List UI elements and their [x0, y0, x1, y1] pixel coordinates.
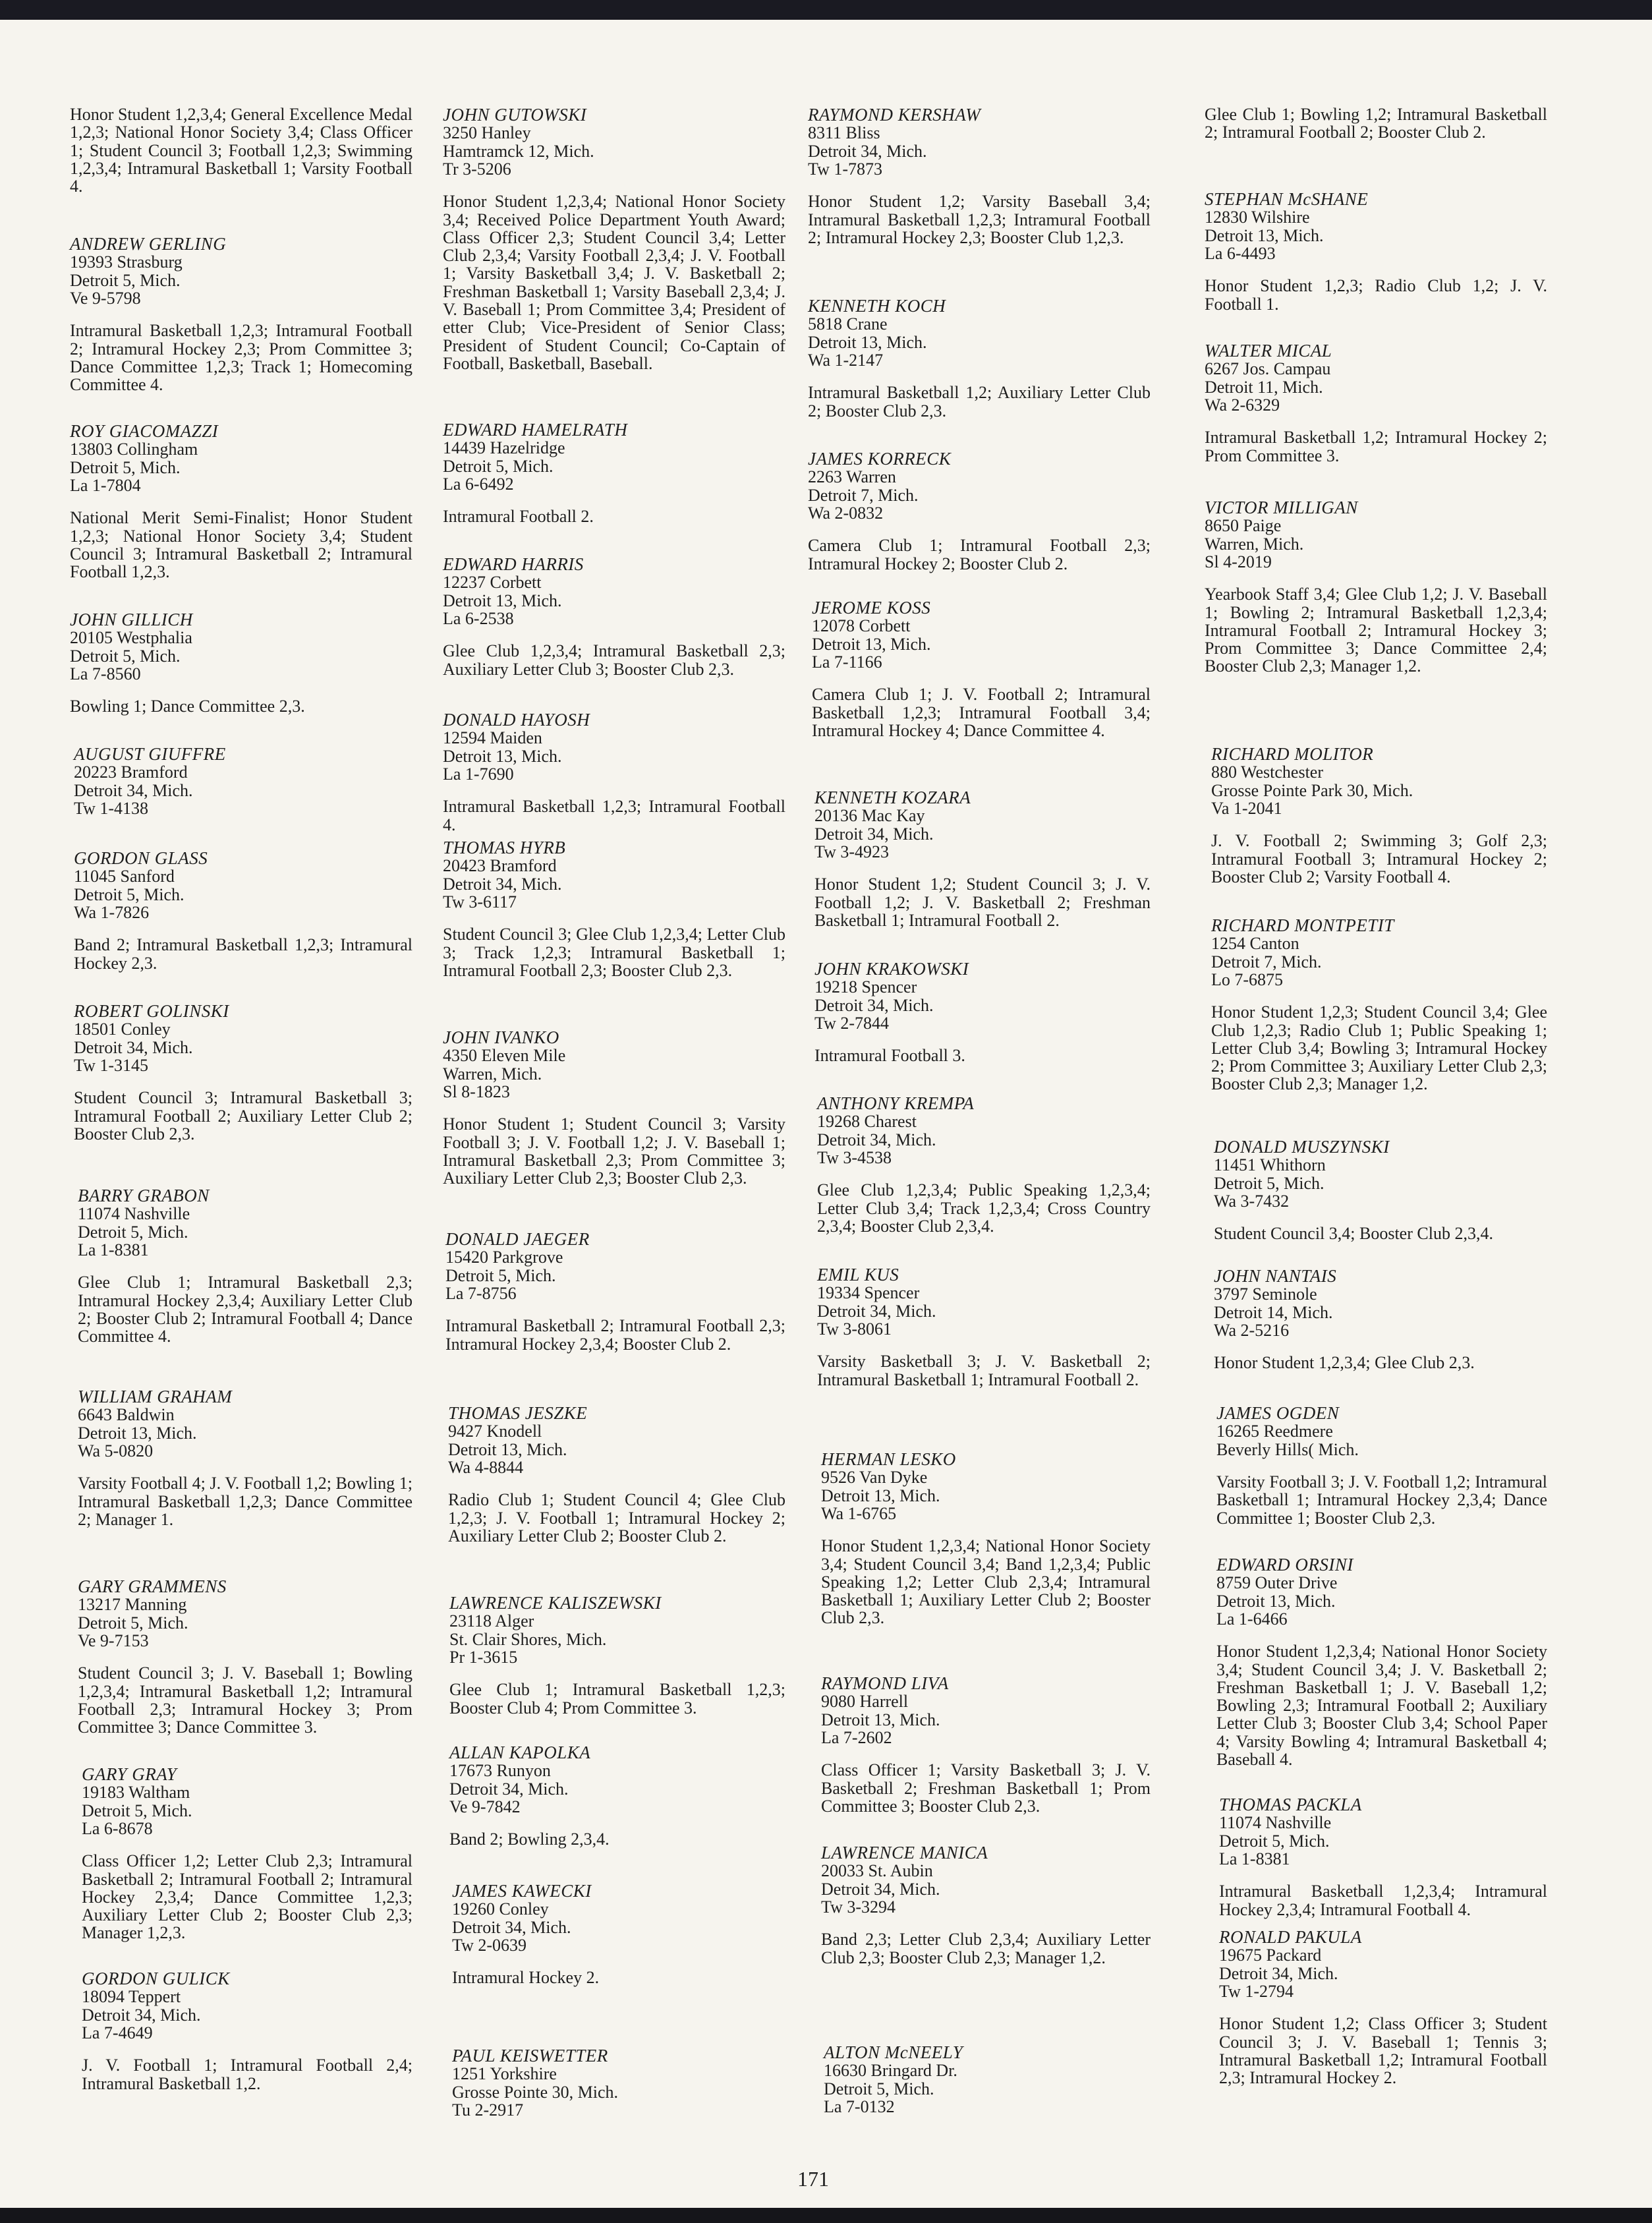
student-city: Detroit 13, Mich. [1216, 1591, 1336, 1611]
student-street: 16630 Bringard Dr. [824, 2061, 957, 2081]
student-city: Detroit 34, Mich. [817, 1130, 936, 1149]
student-name: GORDON GLASS [74, 848, 208, 868]
student-street: 6267 Jos. Campau [1205, 359, 1331, 379]
student-city: Detroit 14, Mich. [1214, 1302, 1333, 1322]
student-phone: La 6-4493 [1205, 243, 1276, 263]
student-name: JOHN IVANKO [443, 1027, 559, 1047]
student-entry [443, 420, 785, 526]
student-name: DONALD MUSZYNSKI [1214, 1137, 1390, 1157]
student-phone: Tw 3-6117 [443, 892, 517, 911]
student-street: 4350 Eleven Mile [443, 1046, 566, 1066]
student-city: Detroit 5, Mich. [78, 1613, 188, 1632]
student-street: 11045 Sanford [74, 867, 175, 886]
student-activities: Intramural Football 2. [443, 507, 594, 527]
student-name: EDWARD HARRIS [443, 554, 584, 574]
student-phone: Wa 1-2147 [808, 350, 884, 370]
student-name: ALTON McNEELY [824, 2042, 963, 2062]
student-entry [817, 1265, 1151, 1389]
student-entry [814, 960, 1151, 1065]
student-name: GORDON GULICK [82, 1969, 230, 1988]
student-city: Detroit 7, Mich. [1211, 952, 1322, 971]
student-activities: Intramural Basketball 1,2,3; Intramural Football 2; Intramural Hockey 2,3; Prom Committee 3; Dance Committee 1,2,3; Track 1; Homecoming Committee 4. [70, 321, 413, 395]
student-name: RICHARD MOLITOR [1211, 744, 1374, 764]
student-entry [1214, 1267, 1547, 1372]
student-activities: Intramural Hockey 2. [452, 1968, 600, 1988]
student-street: 13803 Collingham [70, 440, 198, 459]
student-activities: Glee Club 1,2,3,4; Public Speaking 1,2,3,4; Letter Club 3,4; Track 1,2,3,4; Cross Country 2,3,4; Booster Club 2,3,4. [817, 1180, 1151, 1236]
student-name: JOHN GUTOWSKI [443, 105, 587, 125]
top-scan-border [0, 0, 1652, 20]
student-entry [821, 1674, 1151, 1815]
student-phone: La 7-8756 [445, 1283, 517, 1303]
student-activities: Class Officer 1; Varsity Basketball 3; J. V. Basketball 2; Freshman Basketball 1; Prom Committee 3; Booster Club 2,3. [821, 1760, 1151, 1816]
student-street: 18501 Conley [74, 1020, 171, 1039]
student-city: Detroit 13, Mich. [821, 1710, 940, 1729]
student-city: Detroit 34, Mich. [808, 141, 927, 161]
student-activities: Honor Student 1,2; Class Officer 3; Student Council 3; J. V. Baseball 1; Tennis 3; Intramural Basketball 1,2; Intramural Football 2,3; Intramural Hockey 2. [1219, 2014, 1547, 2088]
student-name: JOHN KRAKOWSKI [814, 959, 969, 979]
student-entry [1205, 498, 1547, 676]
student-name: DONALD HAYOSH [443, 710, 590, 730]
student-street: 5818 Crane [808, 314, 888, 334]
student-entry [70, 235, 413, 393]
student-phone: La 6-6492 [443, 474, 514, 494]
student-city: Detroit 5, Mich. [82, 1801, 192, 1820]
student-phone: Wa 2-5216 [1214, 1320, 1290, 1340]
student-activities: Band 2; Bowling 2,3,4. [449, 1830, 610, 1849]
student-city: Detroit 34, Mich. [82, 2005, 201, 2025]
student-city: Detroit 13, Mich. [1205, 225, 1324, 245]
student-street: 19218 Spencer [814, 977, 917, 997]
student-street: 16265 Reedmere [1216, 1422, 1333, 1441]
student-phone: Wa 4-8844 [448, 1457, 524, 1477]
student-activities: Intramural Basketball 1,2; Intramural Hockey 2; Prom Committee 3. [1205, 428, 1547, 465]
student-phone: Wa 1-7826 [74, 902, 150, 922]
student-phone: La 7-2602 [821, 1727, 892, 1747]
student-phone: Ve 9-7153 [78, 1631, 149, 1650]
student-street: 3250 Hanley [443, 123, 531, 143]
student-street: 3797 Seminole [1214, 1285, 1317, 1304]
student-entry [445, 1230, 785, 1353]
student-street: 11074 Nashville [1219, 1813, 1332, 1833]
student-entry [824, 2043, 1151, 2116]
student-entry [1205, 190, 1547, 313]
student-activities: National Merit Semi-Finalist; Honor Student 1,2,3; National Honor Society 3,4; Student Council 3; Intramural Basketball 2; Intramural Football 1,2,3. [70, 508, 413, 582]
student-entry [74, 1002, 413, 1143]
student-activities: Camera Club 1; J. V. Football 2; Intramural Basketball 1,2,3; Intramural Football 3,4; Intramural Hockey 4; Dance Committee 4. [812, 685, 1151, 740]
student-name: BARRY GRABON [78, 1186, 210, 1205]
student-entry [74, 849, 413, 972]
student-city: Detroit 34, Mich. [443, 874, 562, 894]
student-entry [443, 710, 785, 834]
student-city: Grosse Pointe 30, Mich. [452, 2082, 619, 2102]
student-phone: La 1-8381 [1219, 1849, 1290, 1868]
student-activities: Honor Student 1,2,3,4; National Honor Society 3,4; Student Council 3,4; J. V. Basketball 2; Freshman Basketball 1; J. V. Baseball 1,2; Bowling 2,3; Intramural Football 2; Auxiliary Letter Club 3; Booster Club 3,4; School Paper 4; Varsity Bowling 4; Intramural Basketball 4; Baseball 4. [1216, 1642, 1547, 1770]
student-city: Detroit 5, Mich. [70, 270, 181, 290]
student-entry [1216, 1555, 1547, 1768]
student-entry [808, 449, 1151, 573]
student-name: THOMAS PACKLA [1219, 1795, 1362, 1814]
column-4 [1205, 105, 1547, 2088]
student-street: 19268 Charest [817, 1112, 917, 1132]
student-phone: La 7-4649 [82, 2023, 153, 2042]
student-street: 12830 Wilshire [1205, 208, 1310, 227]
student-entry [1214, 1138, 1547, 1243]
student-entry [452, 1882, 785, 1987]
student-city: Hamtramck 12, Mich. [443, 141, 594, 161]
student-name: WILLIAM GRAHAM [78, 1387, 233, 1406]
student-activities: Honor Student 1,2; Student Council 3; J. V. Football 1,2; J. V. Basketball 2; Freshman Basketball 1; Intramural Football 2. [814, 875, 1151, 930]
student-street: 880 Westchester [1211, 763, 1323, 782]
student-name: ALLAN KAPOLKA [449, 1743, 591, 1762]
student-city: Detroit 13, Mich. [443, 591, 562, 610]
student-city: Detroit 11, Mich. [1205, 377, 1323, 397]
student-phone: La 1-7690 [443, 764, 514, 784]
student-activities: Intramural Basketball 1,2; Auxiliary Letter Club 2; Booster Club 2,3. [808, 383, 1151, 420]
student-name: JOHN GILLICH [70, 610, 193, 629]
student-entry [1219, 1928, 1547, 2087]
student-city: Detroit 34, Mich. [817, 1301, 936, 1321]
student-name: THOMAS HYRB [443, 838, 566, 857]
continued-activities: Glee Club 1; Bowling 1,2; Intramural Basketball 2; Intramural Football 2; Booster Club 2. [1205, 105, 1547, 142]
student-street: 15420 Parkgrove [445, 1248, 563, 1267]
student-name: JEROME KOSS [812, 598, 931, 618]
student-name: DONALD JAEGER [445, 1229, 590, 1249]
student-street: 6643 Baldwin [78, 1405, 175, 1425]
continued-activities: Honor Student 1,2,3,4; General Excellence Medal 1,2,3; National Honor Society 3,4; Class Officer 1; Student Council 3; Football 1,2,3; Swimming 1,2,3,4; Intramural Basketball 1; Varsity Football 4. [70, 105, 413, 196]
student-name: JAMES OGDEN [1216, 1403, 1340, 1423]
student-entry [82, 1765, 413, 1942]
student-street: 8650 Paige [1205, 516, 1282, 536]
student-phone: La 6-8678 [82, 1818, 153, 1838]
student-entry [448, 1404, 785, 1545]
student-street: 14439 Hazelridge [443, 438, 565, 458]
student-name: GARY GRAY [82, 1764, 177, 1784]
student-phone: Wa 3-7432 [1214, 1191, 1290, 1211]
student-name: AUGUST GIUFFRE [74, 744, 226, 764]
student-phone: Ve 9-5798 [70, 288, 141, 308]
student-phone: Tw 1-7873 [808, 159, 883, 179]
student-name: GARY GRAMMENS [78, 1576, 227, 1596]
student-activities: Varsity Football 4; J. V. Football 1,2; Bowling 1; Intramural Basketball 1,2,3; Dance Committee 2; Manager 1. [78, 1474, 413, 1529]
student-entry [443, 1028, 785, 1187]
student-name: PAUL KEISWETTER [452, 2046, 608, 2065]
student-city: Detroit 5, Mich. [74, 884, 185, 904]
student-phone: Wa 2-6329 [1205, 395, 1280, 415]
student-activities: Radio Club 1; Student Council 4; Glee Club 1,2,3; J. V. Football 1; Intramural Hockey 2; Auxiliary Letter Club 2; Booster Club 2. [448, 1490, 785, 1545]
student-street: 18094 Teppert [82, 1987, 181, 2007]
student-entry [449, 1743, 785, 1849]
student-entry [82, 1969, 413, 2093]
student-activities: Intramural Basketball 2; Intramural Football 2,3; Intramural Hockey 2,3,4; Booster Club 2. [445, 1316, 785, 1354]
student-activities: J. V. Football 2; Swimming 3; Golf 2,3; Intramural Football 3; Intramural Hockey 2; Booster Club 2; Varsity Football 4. [1211, 831, 1547, 886]
student-city: Detroit 34, Mich. [814, 824, 934, 844]
student-name: RAYMOND LIVA [821, 1673, 949, 1693]
student-phone: Ve 9-7842 [449, 1797, 521, 1816]
page-number: 171 [797, 2167, 829, 2191]
student-phone: La 7-8560 [70, 664, 141, 683]
student-entry [812, 598, 1151, 739]
student-phone: Wa 1-6765 [821, 1503, 897, 1523]
student-activities: Intramural Basketball 1,2,3,4; Intramural Hockey 2,3,4; Intramural Football 4. [1219, 1882, 1547, 1919]
student-city: Detroit 5, Mich. [78, 1222, 188, 1242]
student-city: Detroit 34, Mich. [74, 780, 193, 800]
student-street: 19675 Packard [1219, 1946, 1322, 1965]
student-name: VICTOR MILLIGAN [1205, 498, 1358, 517]
student-phone: La 6-2538 [443, 608, 514, 628]
student-activities: Honor Student 1,2,3,4; National Honor Society 3,4; Student Council 3,4; Band 1,2,3,4; Public Speaking 1,2; Letter Club 2,3,4; Intramural Basketball 1; Auxiliary Letter Club 2; Booster Club 2,3. [821, 1536, 1151, 1628]
student-activities: Honor Student 1; Student Council 3; Varsity Football 3; J. V. Football 1,2; J. V. Baseball 1; Intramural Basketball 2,3; Prom Committee 3; Auxiliary Letter Club 2,3; Booster Club 2,3. [443, 1114, 785, 1188]
student-phone: Pr 1-3615 [449, 1647, 518, 1667]
student-street: 19260 Conley [452, 1899, 549, 1919]
student-city: Detroit 13, Mich. [78, 1423, 197, 1443]
student-name: ROY GIACOMAZZI [70, 421, 219, 441]
student-city: Detroit 34, Mich. [814, 995, 934, 1015]
student-city: Detroit 5, Mich. [70, 646, 181, 666]
student-street: 12237 Corbett [443, 573, 542, 592]
student-city: Detroit 5, Mich. [443, 456, 554, 476]
student-activities: Honor Student 1,2; Varsity Baseball 3,4; Intramural Basketball 1,2,3; Intramural Football 2; Intramural Hockey 2,3; Booster Club 1,2,3. [808, 192, 1151, 247]
student-name: RONALD PAKULA [1219, 1927, 1362, 1947]
student-name: THOMAS JESZKE [448, 1403, 588, 1423]
student-activities: Class Officer 1,2; Letter Club 2,3; Intramural Basketball 2; Intramural Football 2; Intramural Hockey 2,3,4; Dance Committee 1,2,3; Auxiliary Letter Club 2; Booster Club 2,3; Manager 1,2,3. [82, 1851, 413, 1943]
student-street: 8311 Bliss [808, 123, 880, 143]
student-city: Detroit 5, Mich. [1214, 1173, 1324, 1193]
student-phone: Tw 3-4538 [817, 1147, 892, 1167]
student-street: 12078 Corbett [812, 616, 911, 636]
student-phone: La 1-8381 [78, 1240, 149, 1259]
student-city: Detroit 34, Mich. [821, 1879, 940, 1899]
student-city: Grosse Pointe Park 30, Mich. [1211, 780, 1413, 800]
student-name: KENNETH KOZARA [814, 788, 971, 807]
student-street: 9080 Harrell [821, 1692, 909, 1712]
student-activities: J. V. Football 1; Intramural Football 2,4; Intramural Basketball 1,2. [82, 2056, 413, 2093]
student-phone: Tw 1-4138 [74, 798, 149, 818]
student-name: EDWARD ORSINI [1216, 1555, 1353, 1574]
student-city: Detroit 5, Mich. [824, 2079, 934, 2098]
student-name: KENNETH KOCH [808, 296, 946, 316]
student-phone: La 7-1166 [812, 652, 882, 672]
student-phone: Lo 7-6875 [1211, 969, 1284, 989]
student-name: LAWRENCE KALISZEWSKI [449, 1593, 662, 1613]
bottom-scan-border [0, 2208, 1652, 2223]
student-street: 1251 Yorkshire [452, 2064, 557, 2084]
student-activities: Bowling 1; Dance Committee 2,3. [70, 697, 305, 716]
student-city: Warren, Mich. [1205, 534, 1304, 554]
student-entry [821, 1450, 1151, 1627]
student-entry [443, 838, 785, 979]
student-street: 2263 Warren [808, 467, 896, 487]
student-name: ANTHONY KREMPA [817, 1093, 975, 1113]
student-entry [70, 610, 413, 716]
student-name: EDWARD HAMELRATH [443, 420, 628, 440]
student-city: Detroit 13, Mich. [821, 1486, 940, 1505]
column-1 [70, 105, 413, 2093]
student-name: JOHN NANTAIS [1214, 1266, 1337, 1286]
student-activities: Honor Student 1,2,3,4; National Honor Society 3,4; Received Police Department Youth Award; Class Officer 2,3; Student Council 3,4; Letter Club 2,3,4; Varsity Football 2,3,4; J. V. Football 1; Varsity Basketball 3,4; J. V. Basketball 2; Freshman Basketball 1; Varsity Baseball 2,3,4; J. V. Baseball 1; Prom Committee 3,4; President of etter Club; Vice-President of Senior Class; President of Student Council; Co-Captain of Football, Basketball, Baseball. [443, 192, 785, 373]
student-street: 11074 Nashville [78, 1204, 190, 1224]
student-entry [814, 788, 1151, 929]
student-city: Detroit 5, Mich. [445, 1265, 556, 1285]
student-entry [821, 1843, 1151, 1967]
student-activities: Varsity Basketball 3; J. V. Basketball 2; Intramural Basketball 1; Intramural Football 2. [817, 1352, 1151, 1389]
student-phone: Tw 3-8061 [817, 1319, 892, 1339]
student-entry [78, 1577, 413, 1736]
student-street: 19183 Waltham [82, 1783, 190, 1803]
student-street: 13217 Manning [78, 1595, 187, 1615]
student-entry [452, 2046, 785, 2119]
student-city: Beverly Hills( Mich. [1216, 1439, 1359, 1459]
student-name: STEPHAN McSHANE [1205, 189, 1369, 209]
student-street: 17673 Runyon [449, 1761, 551, 1781]
student-name: JAMES KAWECKI [452, 1881, 592, 1901]
student-city: Detroit 5, Mich. [70, 457, 181, 477]
student-street: 11451 Whithorn [1214, 1155, 1326, 1175]
student-phone: La 1-6466 [1216, 1609, 1288, 1629]
student-phone: Tw 3-4923 [814, 842, 890, 861]
student-activities: Yearbook Staff 3,4; Glee Club 1,2; J. V. Baseball 1; Bowling 2; Intramural Basketball 1,2,3,4; Intramural Football 2; Intramural Hockey 3; Prom Committee 3; Dance Committee 2,4; Booster Club 2,3; Manager 1,2. [1205, 585, 1547, 676]
student-city: Detroit 13, Mich. [808, 332, 927, 352]
student-name: RAYMOND KERSHAW [808, 105, 981, 125]
student-activities: Varsity Football 3; J. V. Football 1,2; Intramural Basketball 1; Intramural Hockey 2,3,4; Dance Committee 1; Booster Club 2,3. [1216, 1472, 1547, 1528]
student-city: Detroit 34, Mich. [452, 1917, 571, 1937]
student-entry [1216, 1404, 1547, 1527]
student-name: EMIL KUS [817, 1265, 899, 1285]
student-name: HERMAN LESKO [821, 1449, 956, 1469]
student-entry [443, 105, 785, 372]
student-city: Detroit 13, Mich. [448, 1439, 567, 1459]
student-phone: Sl 8-1823 [443, 1082, 510, 1101]
student-phone: La 7-0132 [824, 2096, 895, 2116]
student-street: 20033 St. Aubin [821, 1861, 933, 1881]
student-phone: Va 1-2041 [1211, 798, 1282, 818]
student-activities: Glee Club 1; Intramural Basketball 1,2,3; Booster Club 4; Prom Committee 3. [449, 1680, 785, 1718]
student-city: Warren, Mich. [443, 1064, 542, 1083]
student-activities: Camera Club 1; Intramural Football 2,3; Intramural Hockey 2; Booster Club 2. [808, 536, 1151, 573]
student-entry [78, 1387, 413, 1528]
student-activities: Intramural Football 3. [814, 1046, 965, 1066]
student-activities: Student Council 3; J. V. Baseball 1; Bowling 1,2,3,4; Intramural Basketball 1,2; Intramural Football 2,3; Intramural Hockey 3; Prom Committee 3; Dance Committee 3. [78, 1663, 413, 1737]
student-entry [808, 105, 1151, 246]
student-street: 8759 Outer Drive [1216, 1573, 1338, 1593]
student-activities: Honor Student 1,2,3; Student Council 3,4; Glee Club 1,2,3; Radio Club 1; Public Speaking 1; Letter Club 3,4; Bowling 3; Intramural Hockey 2; Prom Committee 3; Auxiliary Letter Club 2,3; Booster Club 2,3; Manager 1,2. [1211, 1002, 1547, 1094]
student-city: Detroit 13, Mich. [443, 746, 562, 766]
student-street: 19393 Strasburg [70, 252, 183, 272]
student-street: 23118 Alger [449, 1611, 534, 1631]
student-name: WALTER MICAL [1205, 341, 1332, 361]
student-city: Detroit 7, Mich. [808, 485, 919, 505]
student-street: 20423 Bramford [443, 856, 557, 876]
student-street: 12594 Maiden [443, 728, 542, 748]
student-name: JAMES KORRECK [808, 449, 952, 469]
student-activities: Student Council 3; Intramural Basketball 3; Intramural Football 2; Auxiliary Letter Club 2; Booster Club 2,3. [74, 1088, 413, 1143]
student-name: ANDREW GERLING [70, 234, 227, 254]
student-activities: Band 2; Intramural Basketball 1,2,3; Intramural Hockey 2,3. [74, 935, 413, 973]
student-phone: Sl 4-2019 [1205, 552, 1272, 571]
student-activities: Glee Club 1,2,3,4; Intramural Basketball 2,3; Auxiliary Letter Club 3; Booster Club 2,3. [443, 641, 785, 679]
student-entry [449, 1594, 785, 1717]
student-city: St. Clair Shores, Mich. [449, 1629, 607, 1649]
student-street: 19334 Spencer [817, 1283, 920, 1303]
student-phone: La 1-7804 [70, 475, 141, 495]
student-activities: Student Council 3,4; Booster Club 2,3,4. [1214, 1224, 1493, 1244]
student-activities: Honor Student 1,2,3,4; Glee Club 2,3. [1214, 1353, 1475, 1373]
student-entry [443, 555, 785, 678]
student-phone: Wa 5-0820 [78, 1441, 154, 1460]
student-phone: Tw 3-3294 [821, 1897, 896, 1917]
student-name: LAWRENCE MANICA [821, 1843, 988, 1862]
student-name: RICHARD MONTPETIT [1211, 915, 1394, 935]
student-activities: Honor Student 1,2,3; Radio Club 1,2; J. V. Football 1. [1205, 276, 1547, 314]
student-city: Detroit 34, Mich. [449, 1779, 569, 1799]
student-name: ROBERT GOLINSKI [74, 1001, 229, 1021]
student-city: Detroit 34, Mich. [74, 1037, 193, 1057]
student-city: Detroit 34, Mich. [1219, 1963, 1338, 1983]
student-phone: Tw 2-0639 [452, 1935, 527, 1955]
student-street: 1254 Canton [1211, 934, 1299, 954]
student-phone: Tw 2-7844 [814, 1013, 890, 1033]
student-entry [1211, 916, 1547, 1093]
student-phone: Tu 2-2917 [452, 2100, 524, 2120]
student-phone: Tr 3-5206 [443, 159, 511, 179]
student-street: 20136 Mac Kay [814, 806, 925, 826]
student-phone: Wa 2-0832 [808, 503, 884, 523]
student-entry [70, 422, 413, 581]
student-activities: Glee Club 1; Intramural Basketball 2,3; Intramural Hockey 2,3,4; Auxiliary Letter Club 2; Booster Club 2; Intramural Football 4; Dance Committee 4. [78, 1273, 413, 1346]
student-street: 9427 Knodell [448, 1422, 542, 1441]
student-activities: Band 2,3; Letter Club 2,3,4; Auxiliary Letter Club 2,3; Booster Club 2,3; Manager 1,2. [821, 1930, 1151, 1967]
student-entry [1219, 1795, 1547, 1919]
student-entry [808, 297, 1151, 420]
student-entry [74, 745, 413, 817]
student-street: 20223 Bramford [74, 763, 188, 782]
student-entry [1211, 745, 1547, 886]
student-city: Detroit 5, Mich. [1219, 1831, 1330, 1851]
student-activities: Student Council 3; Glee Club 1,2,3,4; Letter Club 3; Track 1,2,3; Intramural Basketball 1; Intramural Football 2,3; Booster Club 2,3. [443, 925, 785, 980]
student-city: Detroit 13, Mich. [812, 634, 931, 654]
student-street: 20105 Westphalia [70, 628, 192, 648]
student-activities: Intramural Basketball 1,2,3; Intramural Football 4. [443, 797, 785, 834]
student-phone: Tw 1-3145 [74, 1055, 149, 1075]
student-entry [817, 1094, 1151, 1235]
student-entry [1205, 341, 1547, 465]
student-phone: Tw 1-2794 [1219, 1981, 1294, 2001]
student-entry [78, 1186, 413, 1345]
student-street: 9526 Van Dyke [821, 1468, 928, 1487]
